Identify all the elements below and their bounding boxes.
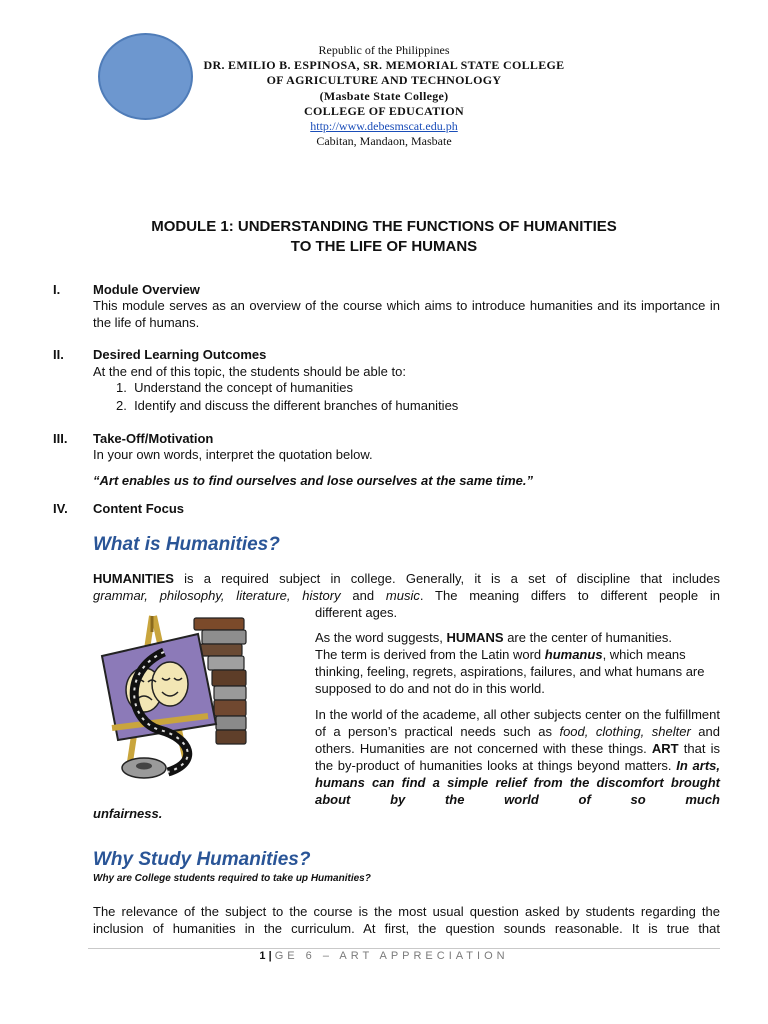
humanities-para-3-text-2: and others. Humanities are not concerned with these things. [315,724,720,756]
humanities-para-1-text: is a required subject in college. Generally, it is a set of discipline that includes [173,571,720,586]
art-term: ART [651,741,679,756]
header-department: COLLEGE OF EDUCATION [303,103,465,118]
header-college-name-2: OF AGRICULTURE AND TECHNOLOGY [266,73,502,88]
section-3-body: In your own words, interpret the quotation below. [93,447,373,462]
what-is-humanities-heading: What is Humanities? [93,534,280,555]
section-1-body: This module serves as an overview of the course which aims to introduce humanities and its importance in the life of humans. [93,298,720,330]
section-2-heading: Desired Learning Outcomes [93,347,267,362]
outcome-item-2: 2. Identify and discuss the different branches of humanities [116,398,459,413]
practical-needs: food, clothing, shelter [559,724,691,739]
header-website-link[interactable]: http://www.debesmscat.edu.ph [310,119,458,134]
humanities-para-1-line-1 [93,570,720,587]
humanities-para-3-text-1: In the world of the academe, all other subjects center on the fulfillment of a person’s practical needs such as [315,707,720,739]
humanities-term: HUMANITIES [93,571,174,586]
outcome-item-1: 1. Understand the concept of humanities [116,380,354,395]
footer-separator: | [265,950,275,962]
letterhead [180,43,588,149]
section-1-heading: Module Overview [93,282,200,297]
section-1-number: I. [53,282,61,297]
page-footer [0,950,768,962]
humanities-para-1-text-2: . The meaning differs to different people in [419,588,720,603]
header-college-name: DR. EMILIO B. ESPINOSA, SR. MEMORIAL STATE COLLEGE [203,58,565,73]
module-title-line-2: TO THE LIFE OF HUMANS [290,238,478,255]
arts-relief-statement: In arts, humans can find a simple relief from the discomfort brought about by the world of so much [315,758,720,807]
why-subheading: Why are College students required to take up Humanities? [93,873,371,884]
humanus-term: humanus [544,647,603,662]
section-4-heading: Content Focus [93,501,184,516]
humanities-and: and [340,588,386,603]
section-2-intro: At the end of this topic, the students should be able to: [93,364,406,379]
footer-divider [88,948,720,949]
section-4-number: IV. [53,501,68,516]
humanities-para-2-text-1: As the word suggests, [315,630,447,645]
quotation: “Art enables us to find ourselves and lose ourselves at the same time.” [93,473,533,488]
header-republic: Republic of the Philippines [318,43,450,57]
humanities-para-2-text-2: are the center of humanities. [503,630,672,645]
humanities-para-3-end: unfairness. [93,806,163,821]
humanities-para-1-line-3: different ages. [315,605,398,620]
humanities-para-3 [315,706,720,808]
section-2-number: II. [53,347,64,362]
section-3-number: III. [53,431,68,446]
course-label: GE 6 – ART APPRECIATION [274,950,509,962]
section-3-heading: Take-Off/Motivation [93,431,214,446]
humanities-para-1-line-2 [93,587,720,604]
humanities-music: music [385,588,420,603]
humanities-para-2 [315,629,720,697]
page-number: 1 [259,950,266,962]
humanities-para-2-text-3: The term is derived from the Latin word [315,647,545,662]
college-logo [98,33,193,120]
film-reel-icon [122,758,166,778]
humans-term: HUMANS [446,630,504,645]
humanities-para-2-text-4: , which means thinking, feeling, regrets, aspirations, failures, and what humans are supposed to do and not do in this world. [315,647,705,696]
why-para-1: The relevance of the subject to the course is the most usual question asked by students regarding the inclusion of humanities in the curriculum. At first, the question sounds reasonable. It is true that [93,904,720,936]
art-easel-masks-illustration [90,612,250,787]
humanities-para-3-text-3: that is the by-product of humanities looks at things beyond matters. [315,741,720,773]
header-address: Cabitan, Mandaon, Masbate [316,134,452,149]
why-study-humanities-heading: Why Study Humanities? [93,849,311,870]
humanities-disciplines: grammar, philosophy, literature, history [93,588,341,603]
module-title-line-1: MODULE 1: UNDERSTANDING THE FUNCTIONS OF HUMANITIES [151,218,617,235]
module-title [60,217,708,257]
header-short-name: (Masbate State College) [319,88,449,103]
